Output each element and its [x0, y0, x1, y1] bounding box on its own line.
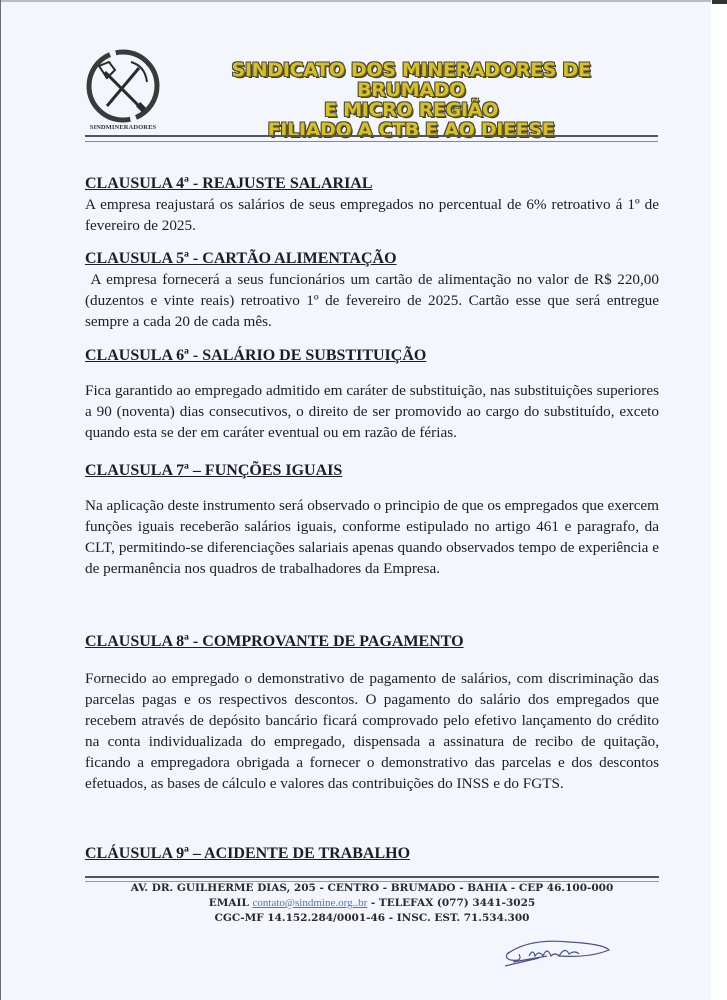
- clause-heading: CLAUSULA 8ª - COMPROVANTE DE PAGAMENTO: [85, 633, 464, 650]
- union-title: [176, 60, 646, 140]
- clause-paragraph: Na aplicação deste instrumento será observado o principio de que os empregados que exercem funções iguais receberão salários iguais, conforme estipulado no artigo 461 e paragrafo, da CLT, permitindo-se diferenciações salariais apenas quando observados tempo de experiência e de permanência nos quadros de trabalhadores da Empresa.: [85, 497, 659, 577]
- clause-9: [85, 843, 659, 864]
- clause-7: [85, 460, 659, 579]
- footer-address: AV. DR. GUILHERME DIAS, 205 - CENTRO - BRUMADO - BAHIA - CEP 46.100-000: [130, 882, 614, 894]
- telefax: - TELEFAX (077) 3441-3025: [367, 897, 536, 909]
- logo-text: SINDMINERADORES: [89, 124, 157, 131]
- pickaxe-shovel-logo-icon: [85, 48, 161, 124]
- clause-heading: CLÁUSULA 9ª – ACIDENTE DE TRABALHO: [85, 845, 411, 862]
- clause-4: [85, 173, 659, 236]
- title-line-1: SINDICATO DOS MINERADORES DE BRUMADO: [231, 59, 591, 101]
- footer: [85, 881, 659, 926]
- clause-heading: CLAUSULA 7ª – FUNÇÕES IGUAIS: [85, 462, 343, 479]
- clause-heading: CLAUSULA 5ª - CARTÃO ALIMENTAÇÃO: [85, 250, 397, 267]
- footer-contact: [85, 896, 659, 911]
- title-line-2: E MICRO REGIÃO: [324, 99, 498, 121]
- clause-paragraph: A empresa reajustará os salários de seus empregados no percentual de 6% retroativo á 1º de fevereiro de 2025.: [85, 196, 659, 234]
- email-link[interactable]: contato@sindmine.org..br: [252, 897, 368, 909]
- clause-8: [85, 631, 659, 794]
- clause-paragraph: Fornecido ao empregado o demonstrativo de pagamento de salários, com discriminação das parcelas pagas e os respectivos descontos. O pagamento do salário dos empregados que recebem através de depósito bancário ficará comprovado pelo efetivo lançamento do crédito na conta individualizada do empregado, dispensada a assinatura de recibo de quitação, ficando a empregadora obrigada a fornecer o demonstrativo das parcelas e dos descontos efetuados, as bases de cálculo e valores das contribuições do INSS e do FGTS.: [85, 670, 659, 792]
- scan-edge-mark: [712, 0, 727, 4]
- clause-heading: CLAUSULA 6ª - SALÁRIO DE SUBSTITUIÇÃO: [85, 347, 427, 364]
- clause-5: [85, 248, 663, 332]
- clause-paragraph: Fica garantido ao empregado admitido em caráter de substituição, nas substituições superiores a 90 (noventa) dias consecutivos, o direito de ser promovido ao cargo do substituído, exceto quando esta se der em caráter eventual ou em razão de férias.: [85, 382, 659, 441]
- header-divider: [85, 135, 658, 142]
- title-line-3: FILIADO A CTB E AO DIEESE: [267, 119, 555, 141]
- clause-heading: CLAUSULA 4ª - REAJUSTE SALARIAL: [85, 175, 373, 192]
- signature-icon: [499, 932, 619, 972]
- clause-6: [85, 345, 659, 443]
- footer-registration: CGC-MF 14.152.284/0001-46 - INSC. EST. 71.534.300: [214, 912, 530, 924]
- top-edge: [1, 0, 711, 2]
- email-label: EMAIL: [208, 897, 249, 909]
- clause-paragraph: A empresa fornecerá a seus funcionários um cartão de alimentação no valor de R$ 220,00 (duzentos e vinte reais) retroativo 1º de fevereiro de 2025. Cartão esse que será entregue sempre a cada 20 de cada mês.: [85, 271, 663, 330]
